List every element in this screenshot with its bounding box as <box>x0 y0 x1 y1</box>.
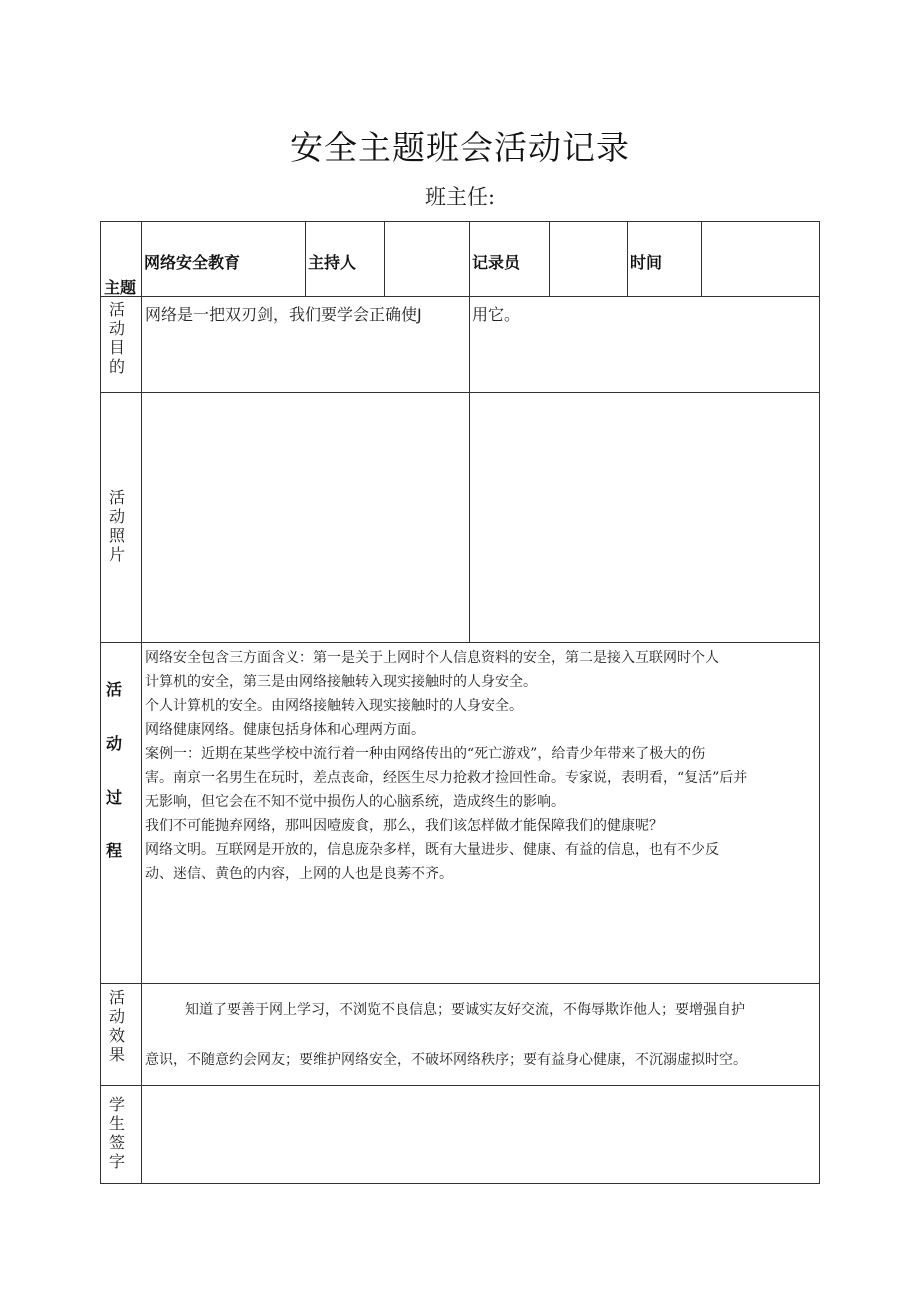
process-line: 网络安全包含三方面含义：第一是关于上网时个人信息资料的安全，第二是接入互联网时个人 <box>145 650 719 666</box>
photos-label: 活 动 照 片 <box>108 488 125 564</box>
homeroom-teacher-label: 班主任: <box>424 185 496 209</box>
topic-label: 主题 <box>104 278 137 297</box>
process-line: 网络文明。互联网是开放的，信息庞杂多样，既有大量进步、健康、有益的信息，也有不少反 <box>145 842 719 858</box>
process-line: 动、迷信、黄色的内容，上网的人也是良莠不齐。 <box>145 866 453 882</box>
topic-value: 网络安全教育 <box>144 253 241 272</box>
process-line: 害。南京一名男生在玩时，差点丧命，经医生尽力抢救才捡回性命。专家说，表明看，“复活”后并 <box>145 770 748 786</box>
recorder-label: 记录员 <box>472 253 521 272</box>
photo-slot-right[interactable] <box>470 393 819 642</box>
purpose-text-right: 用它。 <box>472 305 521 324</box>
process-line: 案例一：近期在某些学校中流行着一种由网络传出的“死亡游戏”，给青少年带来了极大的伤 <box>145 746 706 762</box>
process-line: 我们不可能抛弃网络，那叫因噎废食，那么，我们该怎样做才能保障我们的健康呢？ <box>145 818 663 834</box>
process-line: 计算机的安全，第三是由网络接触转入现实接触时的人身安全。 <box>145 674 537 690</box>
process-line: 个人计算机的安全。由网络接触转入现实接触时的人身安全。 <box>145 698 523 714</box>
host-label: 主持人 <box>308 253 357 272</box>
signature-area[interactable] <box>142 1086 819 1183</box>
effect-line-1: 知道了要善于网上学习，不浏览不良信息；要诚实友好交流，不侮辱欺诈他人；要增强自护 <box>185 1002 745 1018</box>
purpose-text-left: 网络是一把双刃剑，我们要学会正确使J <box>145 305 422 324</box>
time-label: 时间 <box>630 253 663 272</box>
purpose-label: 活 动 目 的 <box>108 300 125 376</box>
effect-line-2: 意识，不随意约会网友；要维护网络安全，不破坏网络秩序；要有益身心健康，不沉溺虚拟时空。 <box>145 1052 747 1068</box>
process-line: 网络健康网络。健康包括身体和心理两方面。 <box>145 722 425 738</box>
page-title: 安全主题班会活动记录 <box>290 128 630 167</box>
process-line: 无影响，但它会在不知不觉中损伤人的心脑系统，造成终生的影响。 <box>145 794 565 810</box>
photo-slot-left[interactable] <box>142 393 469 642</box>
effect-label: 活 动 效 果 <box>108 988 125 1064</box>
process-text <box>145 646 747 886</box>
record-table: 主题 网络安全教育 主持人 记录员 时间 活 动 目 的 网络是一把双刃剑，我们要学会正确使J 用它。 活 动 照 片 活 动 过 程 网络安全包含三方面含义：第一是关于上网时个人信息资料的安全，第二是接入互联网时个人 计算机的安全，第三是由网络接触转入现实接触时的人身安全。 个人计算机的安全。由网络接触转入现实接触时的人身安全。 网络健康网络。健康包括身体和心理两方面。 案例一：近期在某些学校中流行着一种由网络传出的“死亡游戏”，给青少年带来了极大的伤 害。南京一名男生在玩时，差点丧命，经医生尽力抢救才捡回性命。专家说，表明看，“复活”后并 无影响，但它会在不知不觉中损伤人的心脑系统，造成终生的影响。 我们不可能抛弃网络，那叫因噎废食，那么，我们该怎样做才能保障我们的健康呢？ 网络文明。互联网是开放的，信息庞杂多样，既有大量进步、健康、有益的信息，也有不少反 动、迷信、黄色的内容，上网的人也是良莠不齐。 活 动 效 果 知道了要善于网上学习，不浏览不良信息；要诚实友好交流，不侮辱欺诈他人；要增强自护 意识，不随意约会网友；要维护网络安全，不破坏网络秩序；要有益身心健康，不沉溺虚拟时空。 学 生 签 字 <box>0 0 920 1301</box>
signature-label: 学 生 签 字 <box>108 1095 125 1171</box>
